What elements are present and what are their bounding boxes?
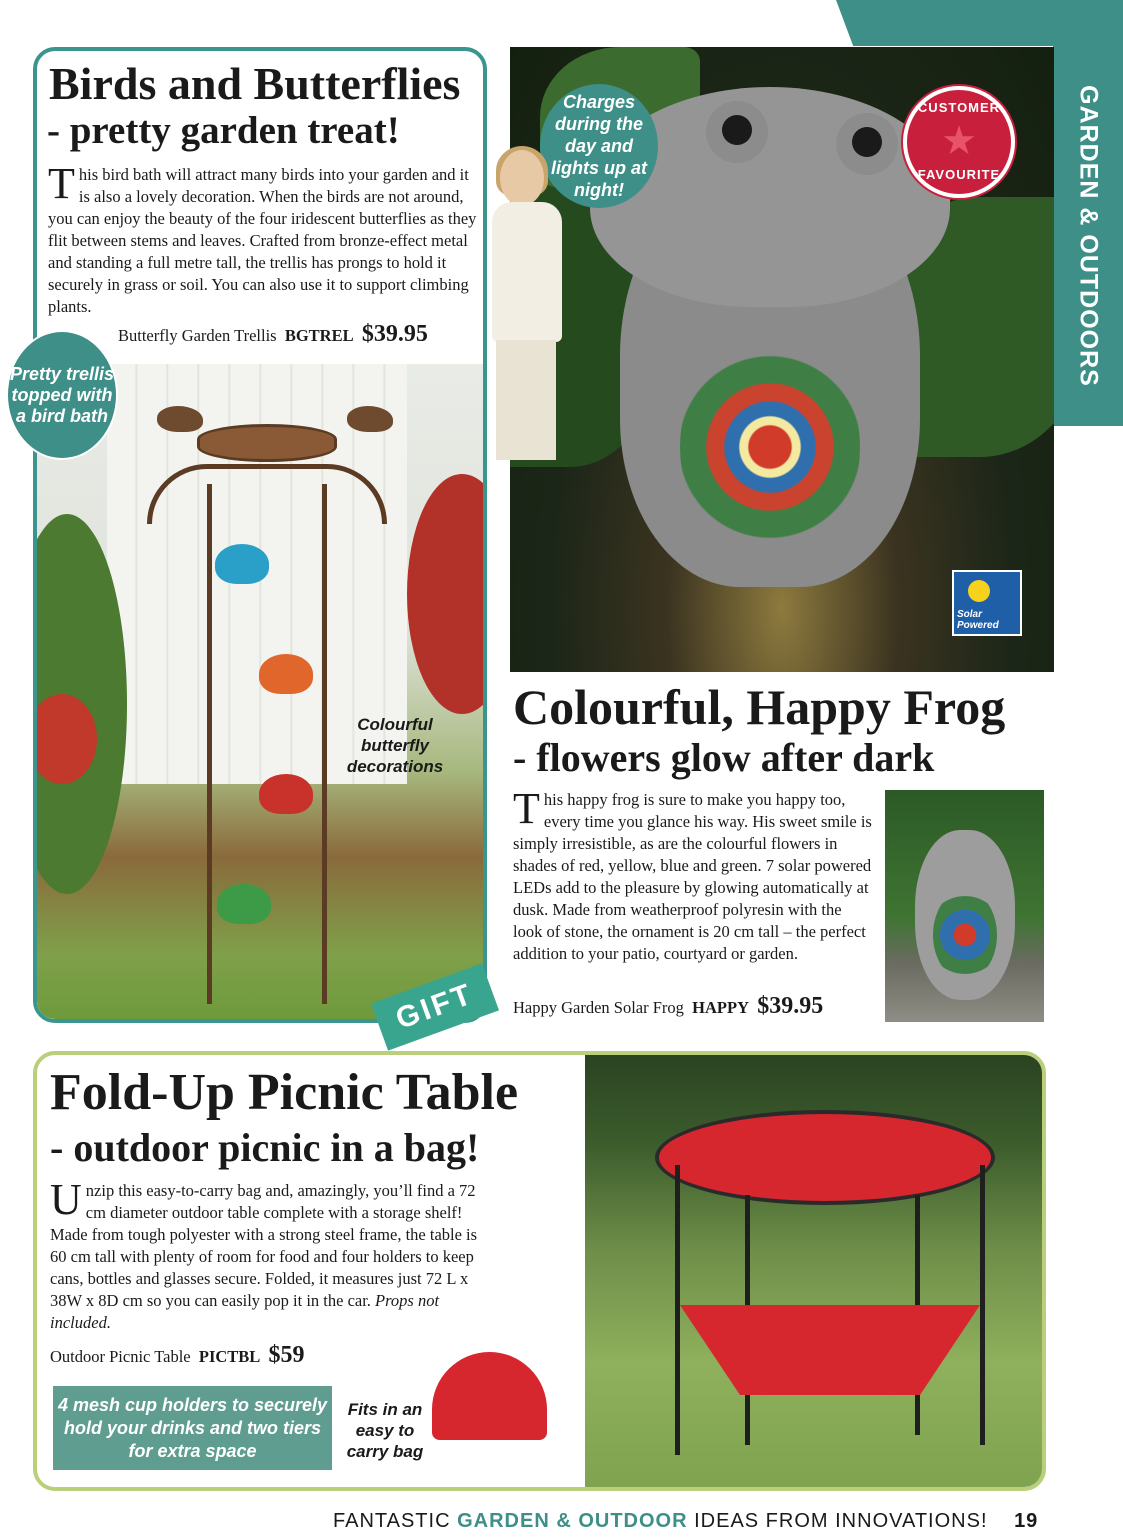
frog-price: $39.95 — [757, 993, 824, 1019]
trellis-title: Birds and Butterflies — [49, 58, 461, 109]
frog-thumbnail-photo — [885, 790, 1044, 1022]
right-bird-figure — [347, 406, 393, 432]
frog-flower-belly — [680, 327, 860, 567]
trellis-panel — [33, 47, 487, 1023]
section-corner-tab — [836, 0, 1123, 46]
frog-subtitle: - flowers glow after dark — [513, 735, 935, 780]
sun-icon — [968, 580, 990, 602]
trellis-price-line — [118, 321, 428, 348]
frog-callout-bubble: Charges during the day and lights up at night! — [540, 84, 658, 208]
frog-product-name: Happy Garden Solar Frog — [513, 998, 684, 1017]
frog-description — [513, 784, 873, 965]
trellis-dropcap: T — [48, 159, 75, 208]
customer-favourite-badge — [903, 86, 1015, 198]
section-side-tab — [1053, 46, 1123, 426]
picnic-description — [50, 1175, 480, 1334]
footer-tail: IDEAS FROM INNOVATIONS! — [694, 1510, 988, 1532]
trellis-subtitle: - pretty garden treat! — [47, 109, 400, 152]
trellis-callout-bubble: Pretty trellis topped with a bird bath — [6, 330, 118, 460]
bird-bath-basin — [197, 424, 337, 462]
thumb-frog-belly — [933, 890, 997, 980]
left-bird-figure — [157, 406, 203, 432]
picnic-price-line — [50, 1342, 305, 1369]
woman-head — [500, 150, 544, 206]
star-icon: ★ — [941, 118, 977, 164]
frog-left-eye — [706, 101, 768, 163]
picnic-subtitle: - outdoor picnic in a bag! — [50, 1125, 480, 1170]
butterfly-caption: Colourful butterfly decorations — [346, 715, 444, 776]
trellis-price: $39.95 — [361, 321, 428, 347]
table-leg — [675, 1165, 680, 1455]
footer-accent: GARDEN & OUTDOOR — [457, 1510, 688, 1532]
frog-product-code: HAPPY — [692, 998, 749, 1017]
model-woman — [440, 150, 550, 470]
trellis-product-code: BGTREL — [284, 326, 354, 345]
badge-top-text: CUSTOMER — [917, 100, 1001, 115]
woman-trousers — [496, 340, 556, 460]
badge-bottom-text: FAVOURITE — [917, 167, 1001, 182]
orange-butterfly — [259, 654, 313, 694]
green-butterfly — [217, 884, 271, 924]
section-tab-label: GARDEN & OUTDOORS — [1074, 85, 1103, 387]
trellis-description — [48, 159, 478, 318]
table-leg — [980, 1165, 985, 1445]
frog-title: Colourful, Happy Frog — [513, 679, 1006, 735]
trellis-photo — [37, 364, 483, 1021]
frog-right-eye — [836, 113, 898, 175]
footer-lead: FANTASTIC — [333, 1510, 451, 1532]
trellis-body: his bird bath will attract many birds into your garden and it is also a lovely decoration. When the birds are not around, you can enjoy the beauty of the four iridescent butterflies as they flit between stems and leaves. Crafted from bronze-effect metal and standing a full metre tall, the trellis has prongs to hold it securely in grass or soil. You can also use it to support climbing plants. — [48, 165, 477, 316]
woman-top — [492, 202, 562, 342]
gift-ribbon: GIFT — [371, 963, 499, 1050]
picnic-body: nzip this easy-to-carry bag and, amazingly, you’ll find a 72 cm diameter outdoor table complete with a storage shelf! Made from tough polyester with a strong steel frame, the table is 60 cm tall with plenty of room for food and four holders to keep cans, bottles and glasses secure. Folded, it measures just 72 L x 38W x 8D cm so you can easily pop it in the car. — [50, 1181, 478, 1310]
picnic-dropcap: U — [50, 1175, 82, 1224]
page-number: 19 — [1014, 1510, 1039, 1532]
blue-butterfly — [215, 544, 269, 584]
cup-holder-feature-box: 4 mesh cup holders to securely hold your drinks and two tiers for extra space — [51, 1384, 334, 1472]
carry-bag-caption: Fits in an easy to carry bag — [346, 1400, 424, 1461]
frog-dropcap: T — [513, 784, 540, 833]
picnic-title: Fold-Up Picnic Table — [50, 1064, 519, 1121]
frog-price-line — [513, 993, 823, 1020]
picnic-price: $59 — [268, 1342, 305, 1368]
frog-body: his happy frog is sure to make you happy too, every time you glance his way. His sweet smile is simply irresistible, as are the colourful flowers in shades of red, yellow, blue and green. 7 solar powered LEDs add to the pleasure by glowing automatically at dusk. Made from weatherproof polyresin with the look of stone, the ornament is 20 cm tall – the perfect addition to your patio, courtyard or garden. — [513, 790, 872, 963]
trellis-product-name: Butterfly Garden Trellis — [118, 326, 277, 345]
red-flower-bush — [407, 474, 487, 714]
picnic-product-code: PICTBL — [198, 1347, 261, 1366]
picnic-table-photo — [585, 1055, 1046, 1491]
page-footer — [333, 1510, 1038, 1533]
picnic-props-note: Props not included. — [50, 1291, 440, 1332]
red-butterfly — [259, 774, 313, 814]
picnic-product-name: Outdoor Picnic Table — [50, 1347, 191, 1366]
solar-powered-badge — [952, 570, 1022, 636]
solar-powered-label: Solar Powered — [957, 609, 999, 631]
red-storage-shelf — [680, 1305, 980, 1395]
red-table-top — [655, 1110, 995, 1205]
